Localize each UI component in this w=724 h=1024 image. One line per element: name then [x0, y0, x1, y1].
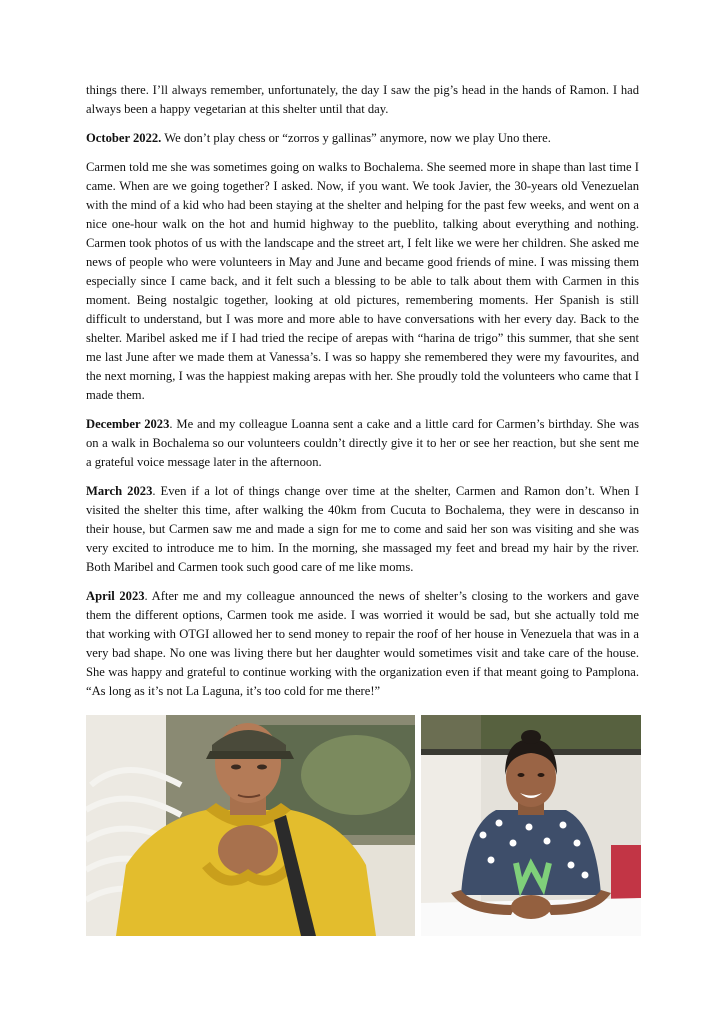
photo-woman-portrait [421, 715, 641, 936]
paragraph-text: Carmen told me she was sometimes going on walks to Bochalema. She seemed more in shape than last time I came. When are we going together? I asked. Now, if you want. We took Javier, the 30-years old Venezuelan with the mind of a kid who had been staying at the shelter and helping for the past few weeks, and went on a nice one-hour walk on the hot and humid highway to the pueblito, talking about everything and nothing. Carmen took photos of us with the landscape and the street art, I felt like we were her children. She asked me news of people who were volunteers in May and June and became good friends of mine. I was missing them especially since I came back, and it felt such a blessing to be able to talk about them with Carmen in this moment. Being nostalgic together, looking at old pictures, remembering moments. Her Spanish is still difficult to understand, but I was more and more able to have conversations with her every day. Back to the shelter. Maribel asked me if I had tried the recipe of arepas with “harina de trigo” this summer, that she sent me last June after we made them at Vanessa’s. I was so happy she remembered they were my favourites, and the next morning, I was the happiest making arepas with her. She proudly told the volunteers who came that I made them. [86, 160, 639, 402]
paragraph-lead: April 2023 [86, 589, 145, 603]
paragraph-march-2023 [86, 482, 639, 577]
paragraph-text: . Me and my colleague Loanna sent a cake and a little card for Carmen’s birthday. She was on a walk in Bochalema so our volunteers couldn’t directly give it to her or see her reaction, but she sent me a grateful voice message later in the afternoon. [86, 417, 639, 469]
paragraph-text: We don’t play chess or “zorros y gallinas” anymore, now we play Uno there. [161, 131, 551, 145]
paragraph-text: . Even if a lot of things change over time at the shelter, Carmen and Ramon don’t. When I visited the shelter this time, after walking the 40km from Cucuta to Bochalema, they were in descanso in their house, but Carmen saw me and made a sign for me to come and said her son was visiting and she was very excited to introduce me to him. In the morning, she massaged my feet and bread my hair by the river. Both Maribel and Carmen took such good care of me like moms. [86, 484, 639, 574]
paragraph-pig-head [86, 81, 639, 119]
paragraph-december-2023 [86, 415, 639, 472]
article-body [86, 81, 639, 740]
paragraph-bochalema-walk [86, 158, 639, 405]
paragraph-text: things there. I’ll always remember, unfortunately, the day I saw the pig’s head in the hands of Ramon. I had always been a happy vegetarian at this shelter until that day. [86, 83, 639, 116]
man-portrait-image [86, 715, 415, 936]
paragraph-text: . After me and my colleague announced the news of shelter’s closing to the workers and gave them the different options, Carmen took me aside. I was worried it would be sad, but she actually told me that working with OTGI allowed her to send money to repair the roof of her house in Venezuela that was in a very bad shape. No one was living there but her daughter would sometimes visit and take care of the house. She was happy and grateful to continue working with the organization even if that meant going to Pamplona. “As long as it’s not La Laguna, it’s too cold for me there!” [86, 589, 639, 698]
paragraph-lead: March 2023 [86, 484, 153, 498]
woman-portrait-image [421, 715, 641, 936]
paragraph-lead: December 2023 [86, 417, 170, 431]
paragraph-lead: October 2022. [86, 131, 162, 145]
paragraph-october-2022 [86, 129, 639, 148]
photo-man-portrait [86, 715, 415, 936]
paragraph-april-2023 [86, 587, 639, 701]
